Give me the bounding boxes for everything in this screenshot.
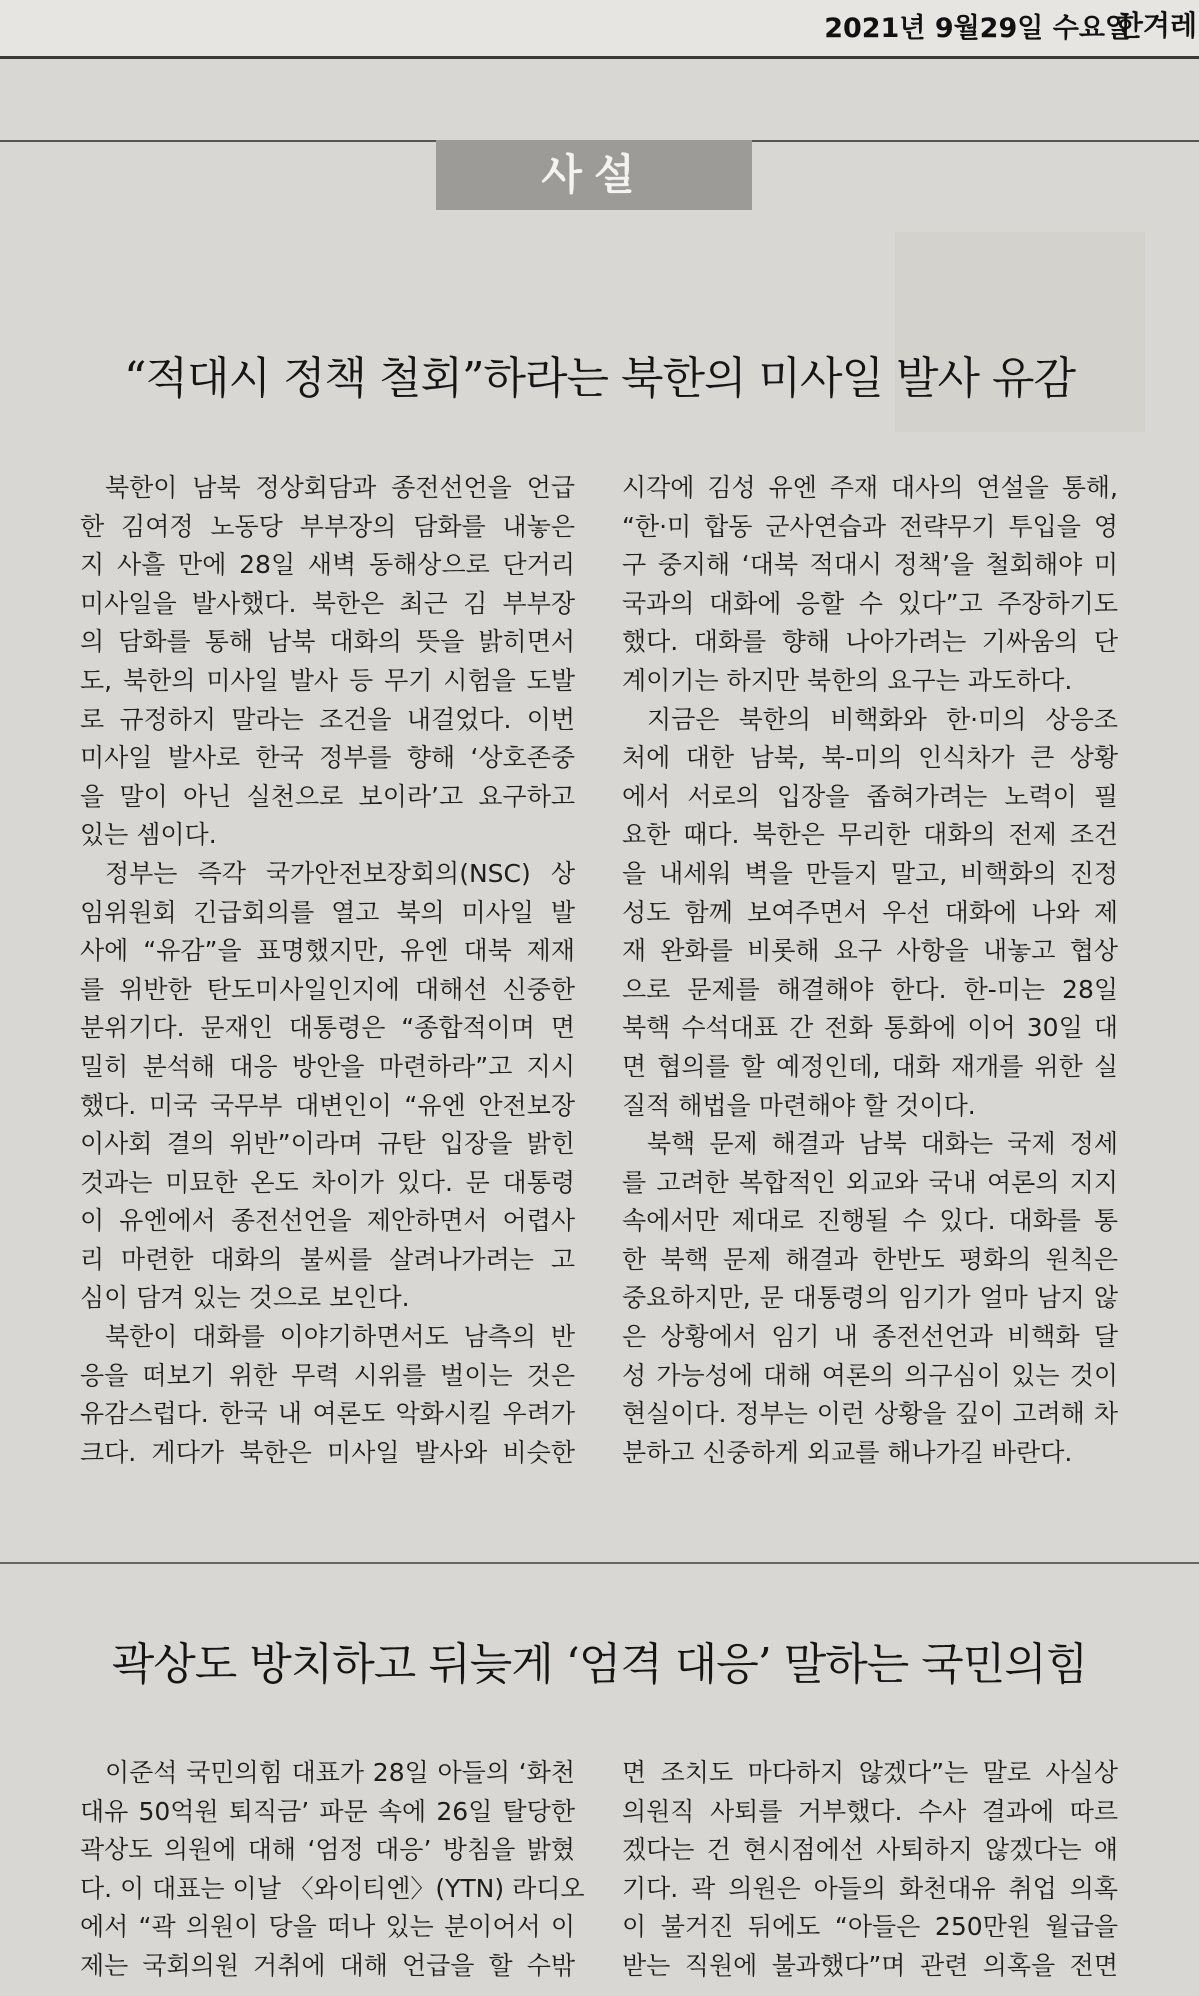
text-line: 면 협의를 할 예정인데, 대화 재개를 위한 실 [622,1051,1118,1081]
text-line: 제는 국회의원 거취에 대해 언급을 할 수밖 [80,1950,575,1980]
text-line: 미사일 발사로 한국 정부를 향해 ‘상호존중 [80,743,575,773]
text-line: 현실이다. 정부는 이런 상황을 깊이 고려해 차 [622,1399,1118,1429]
text-line: 한 김여정 노동당 부부장의 담화를 내놓은 [80,511,575,541]
text-line: 을 말이 아닌 실천으로 보이라’고 요구하고 [80,781,575,811]
text-line: 를 위반한 탄도미사일인지에 대해선 신중한 [80,974,575,1004]
text-line: 리 마련한 대화의 불씨를 살려나가려는 고 [80,1244,575,1274]
text-line: 의 담화를 통해 남북 대화의 뜻을 밝히면서 [80,627,575,657]
text-line: 으로 문제를 해결해야 한다. 한-미는 28일 [622,974,1118,1004]
text-line: 계이기는 하지만 북한의 요구는 과도하다. [622,665,1073,695]
text-line: 지 사흘 만에 28일 새벽 동해상으로 단거리 [80,550,575,580]
text-line: 북핵 수석대표 간 전화 통화에 이어 30일 대 [622,1013,1118,1043]
text-line: 받는 직원에 불과했다”며 관련 의혹을 전면 [622,1950,1118,1980]
text-line: 유감스럽다. 한국 내 여론도 악화시킬 우려가 [80,1399,575,1429]
text-line: 한 북핵 문제 해결과 한반도 평화의 원칙은 [622,1244,1118,1274]
text-line: 북한이 남북 정상회담과 종전선언을 언급 [105,473,575,502]
text-line: 정부는 즉각 국가안전보장회의(NSC) 상 [105,858,575,888]
text-line: 재 완화를 비롯해 요구 사항을 내놓고 협상 [622,936,1118,966]
text-line: 구 중지해 ‘대북 적대시 정책’을 철회해야 미 [622,550,1118,580]
editorial-2-column-2 [622,1754,1118,1986]
text-line: 도, 북한의 미사일 발사 등 무기 시험을 도발 [80,665,575,695]
editorial-1-headline: “적대시 정책 철회”하라는 북한의 미사일 발사 유감 [124,353,1075,404]
text-line: 북한이 대화를 이야기하면서도 남측의 반 [105,1322,575,1352]
paragraph [80,1754,585,1986]
text-line: 북핵 문제 해결과 남북 대화는 국제 정세 [647,1129,1118,1159]
editorial-2-headline: 곽상도 방치하고 뒤늦게 ‘엄격 대응’ 말하는 국민의힘 [111,1639,1088,1690]
paragraph [80,855,575,1318]
text-line: 밀히 분석해 대응 방안을 마련하라”고 지시 [80,1051,575,1081]
text-line: 곽상도 의원에 대해 ‘엄정 대응’ 방침을 밝혔 [80,1835,575,1865]
text-line: 분하고 신중하게 외교를 해나가길 바란다. [622,1437,1073,1467]
text-line: 중요하지만, 문 대통령의 임기가 얼마 남지 않 [622,1283,1118,1313]
text-line: 이준석 국민의힘 대표가 28일 아들의 ‘화천 [105,1758,575,1787]
text-line: 의원직 사퇴를 거부했다. 수사 결과에 따르 [622,1796,1118,1826]
text-line: 이 불거진 뒤에도 “아들은 250만원 월급을 [622,1912,1118,1942]
text-line: 분위기다. 문재인 대통령은 “종합적이며 면 [80,1013,575,1043]
text-line: 지금은 북한의 비핵화와 한·미의 상응조 [647,704,1118,734]
text-line: 면 조치도 마다하지 않겠다”는 말로 사실상 [622,1758,1118,1787]
paragraph [622,701,1118,1126]
editorial-1-column-1 [80,469,575,1472]
text-line: 다. 이 대표는 이날 〈와이티엔〉(YTN) 라디오 [80,1873,585,1903]
text-line: 이 유엔에서 종전선언을 제안하면서 어렵사 [80,1206,575,1236]
editorial-1-column-2 [622,469,1118,1472]
text-line: 성 가능성에 대해 여론의 의구심이 있는 것이 [622,1360,1118,1390]
paragraph [622,1125,1118,1472]
text-line: 심이 담겨 있는 것으로 보인다. [80,1283,410,1313]
text-line: 겠다는 건 현시점에선 사퇴하지 않겠다는 얘 [622,1835,1118,1865]
text-line: 로 규정하지 말라는 조건을 내걸었다. 이번 [80,704,575,734]
section-label: 사설 [436,140,752,210]
paragraph [622,1754,1118,1986]
text-line: 이사회 결의 위반”이라며 규탄 입장을 밝힌 [80,1129,575,1159]
text-line: 질적 해법을 마련해야 할 것이다. [622,1090,976,1120]
text-line: 을 내세워 벽을 만들지 말고, 비핵화의 진정 [622,858,1118,888]
text-line: 국과의 대화에 응할 수 있다”고 주장하기도 [622,588,1118,618]
text-line: 크다. 게다가 북한은 미사일 발사와 비슷한 [80,1437,575,1467]
text-line: 것과는 미묘한 온도 차이가 있다. 문 대통령 [80,1167,575,1197]
paragraph [622,469,1118,701]
text-line: 에서 서로의 입장을 좁혀가려는 노력이 필 [622,781,1118,811]
publication-date: 2021년 9월29일 수요일 [824,13,1131,44]
text-line: 했다. 미국 국무부 대변인이 “유엔 안전보장 [80,1090,575,1120]
text-line: 응을 떠보기 위한 무력 시위를 벌이는 것은 [80,1360,575,1390]
paragraph [80,1318,575,1472]
text-line: 성도 함께 보여주면서 우선 대화에 나와 제 [622,897,1118,927]
text-line: 속에서만 제대로 진행될 수 있다. 대화를 통 [622,1206,1118,1236]
text-line: 처에 대한 남북, 북-미의 인식차가 큰 상황 [622,743,1118,773]
text-line: 사에 “유감”을 표명했지만, 유엔 대북 제재 [80,936,575,966]
text-line: 은 상황에서 임기 내 종전선언과 비핵화 달 [622,1322,1118,1352]
text-line: 시각에 김성 유엔 주재 대사의 연설을 통해, [622,473,1118,502]
text-line: 있는 셈이다. [80,820,217,850]
newspaper-logo: 한겨레 [1115,9,1197,42]
text-line: 를 고려한 복합적인 외교와 국내 여론의 지지 [622,1167,1118,1197]
paragraph [80,469,575,855]
section-divider [0,1562,1199,1564]
text-line: 미사일을 발사했다. 북한은 최근 김 부부장 [80,588,575,618]
text-line: 임위원회 긴급회의를 열고 북의 미사일 발 [80,897,575,927]
page-header [0,0,1199,59]
text-line: “한·미 합동 군사연습과 전략무기 투입을 영 [622,511,1118,541]
editorial-2-column-1 [80,1754,585,1986]
text-line: 대유 50억원 퇴직금’ 파문 속에 26일 탈당한 [80,1796,575,1826]
text-line: 에서 “곽 의원이 당을 떠나 있는 분이어서 이 [80,1912,575,1942]
text-line: 했다. 대화를 향해 나아가려는 기싸움의 단 [622,627,1118,657]
text-line: 기다. 곽 의원은 아들의 화천대유 취업 의혹 [622,1873,1118,1903]
text-line: 요한 때다. 북한은 무리한 대화의 전제 조건 [622,820,1118,850]
